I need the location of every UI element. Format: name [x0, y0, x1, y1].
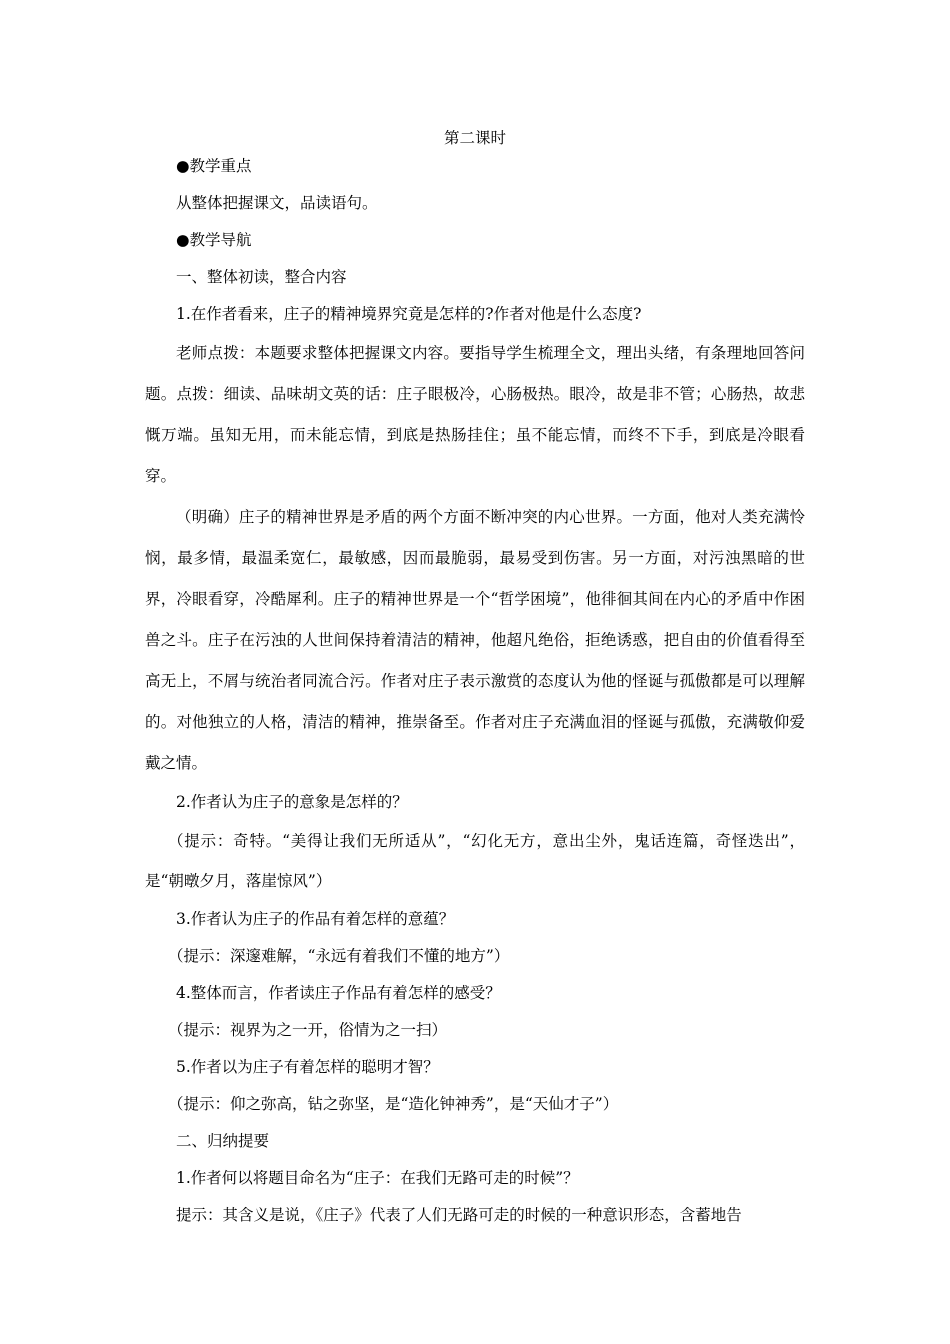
focus-heading: ●教学重点: [176, 157, 252, 175]
question-2-hint: （提示：奇特。“美得让我们无所适从”，“幻化无方，意出尘外，鬼话连篇，奇怪迭出”，是“朝暾夕月，落崖惊风”）: [145, 832, 805, 890]
part2-heading: 二、归纳提要: [176, 1132, 270, 1150]
part1-heading: 一、整体初读，整合内容: [176, 268, 347, 286]
question-4: 4.整体而言，作者读庄子作品有着怎样的感受？: [176, 984, 501, 1002]
question-1-answer: （明确）庄子的精神世界是矛盾的两个方面不断冲突的内心世界。一方面，他对人类充满怜悯，最多情，最温柔宽仁，最敏感，因而最脆弱，最易受到伤害。另一方面，对污浊黑暗的世界，冷眼看穿，冷酷犀利。庄子的精神世界是一个“哲学困境”，他徘徊其间在内心的矛盾中作困兽之斗。庄子在污浊的人世间保持着清洁的精神，他超凡绝俗，拒绝诱惑，把自由的价值看得至高无上，不屑与统治者同流合污。作者对庄子表示激赏的态度认为他的怪诞与孤傲都是可以理解的。对他独立的人格，清洁的精神，推崇备至。作者对庄子充满血泪的怪诞与孤傲，充满敬仰爱戴之情。: [145, 508, 805, 772]
question-2: 2.作者认为庄子的意象是怎样的？: [176, 793, 408, 811]
question-5: 5.作者以为庄子有着怎样的聪明才智？: [176, 1058, 439, 1076]
part2-question-1-hint: 提示：其含义是说，《庄子》代表了人们无路可走的时候的一种意识形态，含蓄地告: [176, 1206, 742, 1224]
focus-text: 从整体把握课文，品读语句。: [176, 194, 378, 212]
question-3-hint: （提示：深邃难解，“永远有着我们不懂的地方”）: [168, 947, 510, 965]
document-body: [145, 148, 805, 1234]
question-1: 1.在作者看来，庄子的精神境界究竟是怎样的?作者对他是什么态度?: [176, 305, 642, 323]
question-3: 3.作者认为庄子的作品有着怎样的意蕴？: [176, 910, 455, 928]
guide-heading: ●教学导航: [176, 231, 252, 249]
part2-question-1: 1.作者何以将题目命名为“庄子：在我们无路可走的时候”？: [176, 1169, 579, 1187]
question-1-teacher-note: 老师点拨：本题要求整体把握课文内容。要指导学生梳理全文，理出头绪，有条理地回答问题。点拨：细读、品味胡文英的话：庄子眼极冷，心肠极热。眼冷，故是非不管；心肠热，故悲慨万端。虽知无用，而未能忘情，到底是热肠挂住；虽不能忘情，而终不下手，到底是冷眼看穿。: [145, 344, 805, 485]
lesson-title: 第二课时: [443, 129, 506, 147]
question-4-hint: （提示：视界为之一开，俗情为之一扫）: [168, 1021, 448, 1039]
question-5-hint: （提示：仰之弥高，钻之弥坚，是“造化钟神秀”，是“天仙才子”）: [168, 1095, 619, 1113]
